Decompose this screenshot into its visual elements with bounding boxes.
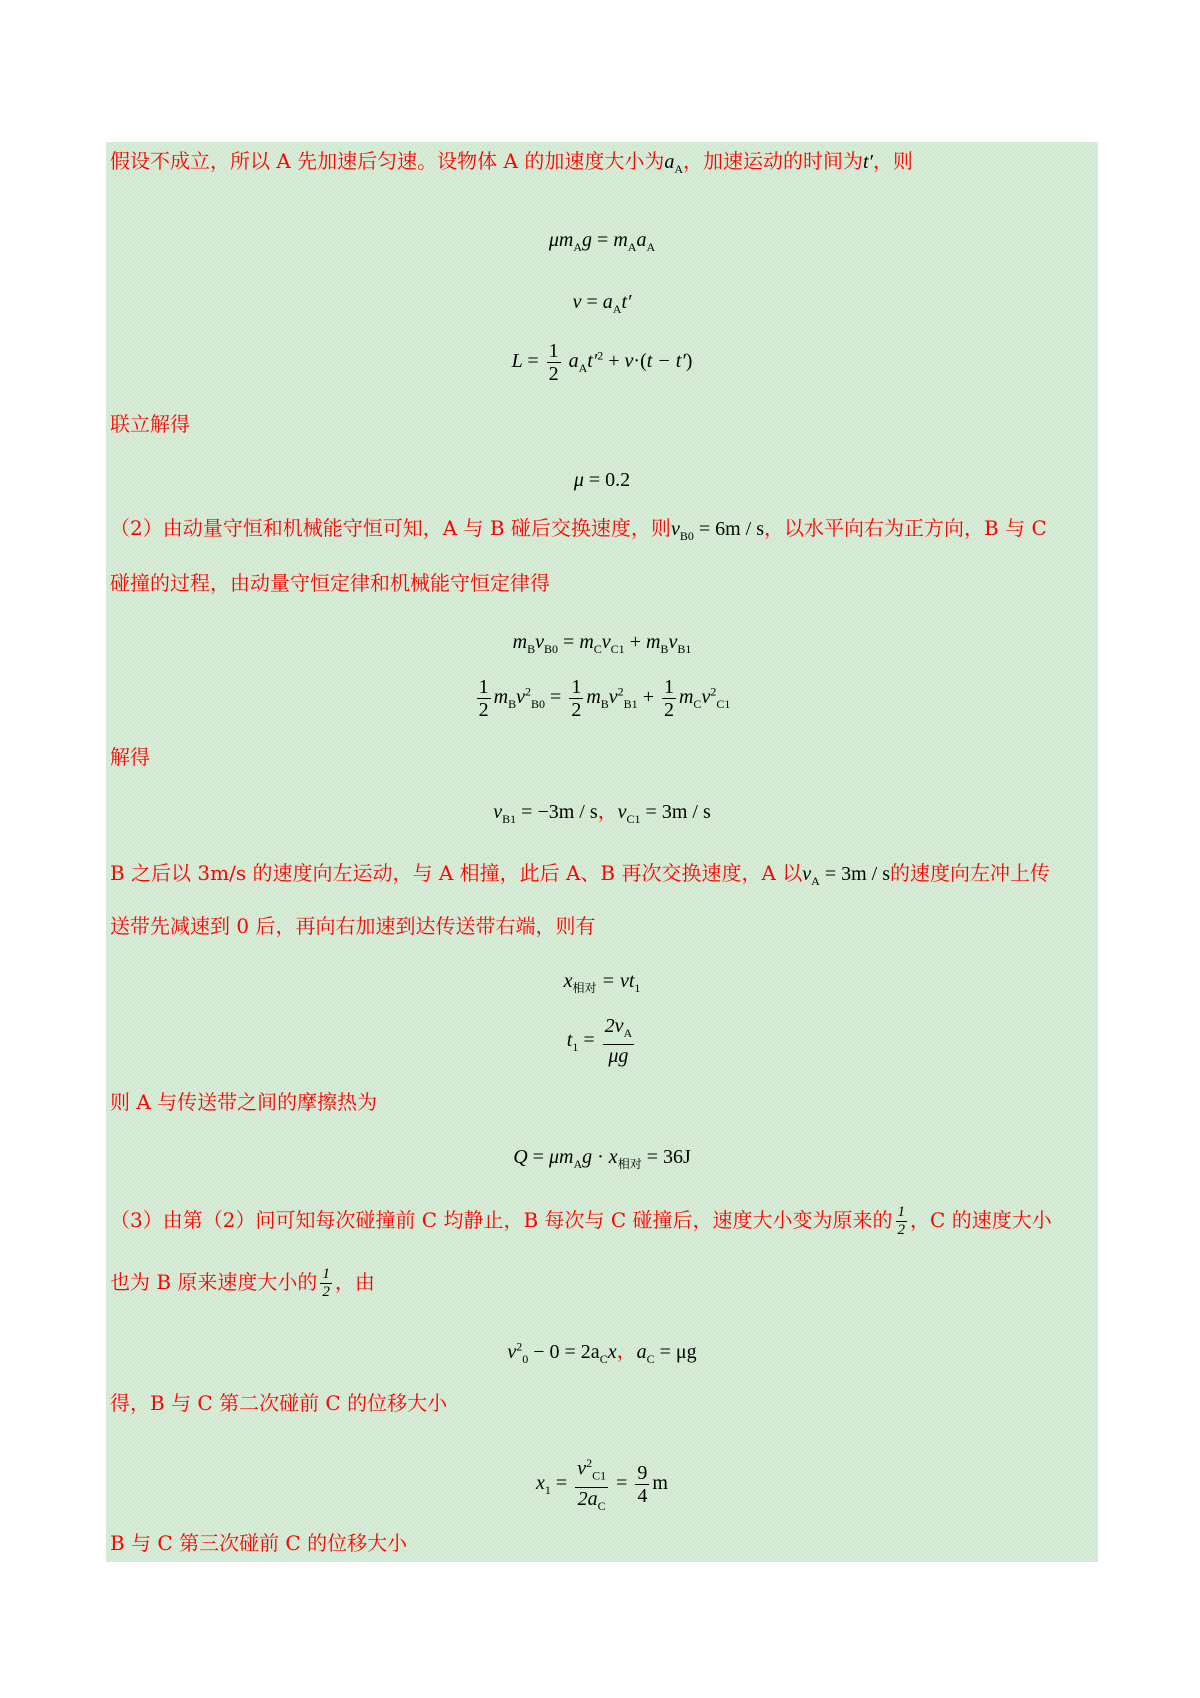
text-line-10: 也为 B 原来速度大小的 $\frac{1}{2}$ ，由 (110, 1266, 375, 1300)
fraction-half: $\frac{1}{2}$ (897, 1204, 906, 1238)
text-fragment: 假设不成立，所以 A 先加速后匀速。设物体 A 的加速度大小为 (110, 149, 665, 173)
text-line-4: 碰撞的过程，由动量守恒定律和机械能守恒定律得 (110, 571, 550, 595)
equation-energy: $\frac{1}{2}$ $m_Bv^2_{B0}$ = $\frac{1}{2}$ $m_Bv^2_{B1}$ + $\frac{1}{2}$ $m_Cv^2_{C1}$ (478, 676, 731, 721)
text-line-9: （3）由第（2）问可知每次碰撞前 C 均静止，B 每次与 C 碰撞后，速度大小变为原来的 $\frac{1}{2}$ ，C 的速度大小 (110, 1204, 1052, 1238)
equation-velocities-after: $v_{B1} = -3m / s$，$v_{C1} = 3m / s$ (493, 801, 711, 826)
equation-displacement-1: $x_1$ = $\frac{v^2_{C1}}{2a_C}$ = $\frac{9}{4}$ m (106, 1452, 1098, 1517)
equation-time: $t_1$ = $\frac{2v_A}{\mu g}$ (566, 1015, 633, 1067)
equation-friction: $\mu m_Ag = m_Aa_A$ (548, 229, 656, 254)
text-line-5: 解得 (110, 745, 150, 769)
text-line-11: 得，B 与 C 第二次碰前 C 的位移大小 (110, 1391, 448, 1415)
text-fragment: ，则 (872, 149, 913, 173)
text-line-12: B 与 C 第三次碰前 C 的位移大小 (110, 1531, 408, 1555)
text-line-8: 则 A 与传送带之间的摩擦热为 (110, 1090, 378, 1114)
fraction-half: $\frac{1}{2}$ (548, 340, 559, 385)
math-tprime: t′ (863, 151, 873, 173)
equation-mu-result: μ = 0.2 (573, 469, 631, 491)
math-aA: $a_A$ (664, 151, 683, 176)
text-line-6: B 之后以 3m/s 的速度向左运动，与 A 相撞，此后 A、B 再次交换速度，A 以$v_A = 3m / s$的速度向左冲上传 (110, 861, 1051, 888)
text-line-7: 送带先减速到 0 后，再向右加速到达传送带右端，则有 (110, 914, 596, 938)
equation-velocity: $v = a_At'$ (572, 291, 632, 316)
equation-momentum: $m_Bv_{B0} = m_Cv_{C1} + m_Bv_{B1}$ (512, 631, 692, 656)
text-fragment: ，加速运动的时间为 (683, 149, 863, 173)
fraction-half: $\frac{1}{2}$ (322, 1266, 330, 1300)
equation-kinematics: $v^2_0 - 0 = 2a_Cx$，$a_C = \mu g$ (507, 1339, 697, 1366)
equation-length: L = $\frac{1}{2}$ $a_At'^2 + v\cdot(t - t')$ (511, 340, 693, 385)
text-line-2: 联立解得 (110, 412, 190, 436)
equation-relative-displacement: $x_{相对} = vt_1$ (563, 970, 641, 995)
math-vB0: $v_{B0} = 6m / s$ (670, 518, 765, 543)
equation-heat: $Q = \mu m_Ag \cdot x_{相对} = 36J$ (513, 1146, 691, 1171)
text-line-1 (110, 146, 1100, 184)
text-line-3: （2）由动量守恒和机械能守恒可知，A 与 B 碰后交换速度，则$v_{B0} = 6m / s$，以水平向右为正方向，B 与 C (110, 516, 1047, 543)
math-vA: $v_A = 3m / s$ (802, 863, 891, 888)
